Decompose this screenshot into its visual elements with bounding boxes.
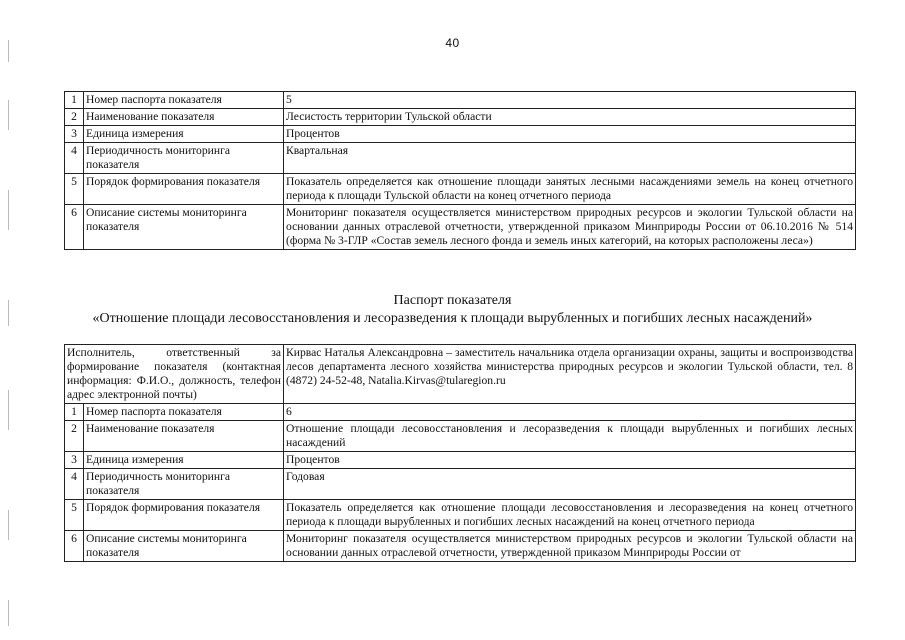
contact-label: Исполнитель, ответственный за формирование показателя (контактная информация: Ф.И.О., должность, телефон адрес электронной почты) (65, 345, 284, 404)
row-value: Процентов (284, 452, 856, 469)
table-row (65, 205, 856, 250)
indicator-passport-table-5 (64, 91, 856, 250)
row-value: 5 (284, 92, 856, 109)
row-label: Номер паспорта показателя (84, 404, 284, 421)
row-number: 5 (65, 500, 84, 531)
table-row (65, 174, 856, 205)
row-value: Мониторинг показателя осуществляется министерством природных ресурсов и экологии Тульской области на основании данных отраслевой отчетности, утвержденной приказом Минприроды России от 06.10.2016 № 514 (форма № 3-ГЛР «Состав земель лесного фонда и земель иных категорий, на которых расположены леса») (284, 205, 856, 250)
table-row (65, 421, 856, 452)
row-number: 6 (65, 531, 84, 562)
row-value: Мониторинг показателя осуществляется министерством природных ресурсов и экологии Тульской области на основании данных отраслевой отчетности, утвержденной приказом Минприроды России от (284, 531, 856, 562)
table-row (65, 404, 856, 421)
row-number: 4 (65, 143, 84, 174)
row-number: 1 (65, 404, 84, 421)
contact-value: Кирвас Наталья Александровна – заместитель начальника отдела организации охраны, защиты и воспроизводства лесов департамента лесного хозяйства министерства природных ресурсов и экологии Тульской области, тел. 8 (4872) 24-52-48, Natalia.Kirvas@tularegion.ru (284, 345, 856, 404)
row-label: Единица измерения (84, 126, 284, 143)
contact-row (65, 345, 856, 404)
row-label: Наименование показателя (84, 109, 284, 126)
table-row (65, 92, 856, 109)
row-number: 2 (65, 421, 84, 452)
row-label: Единица измерения (84, 452, 284, 469)
row-number: 4 (65, 469, 84, 500)
row-value: Лесистость территории Тульской области (284, 109, 856, 126)
row-number: 6 (65, 205, 84, 250)
row-label: Наименование показателя (84, 421, 284, 452)
table-row (65, 500, 856, 531)
margin-marks (8, 40, 9, 630)
table-row (65, 143, 856, 174)
row-label: Порядок формирования показателя (84, 500, 284, 531)
row-value: Отношение площади лесовосстановления и лесоразведения к площади вырубленных и погибших лесных насаждений (284, 421, 856, 452)
row-value: Показатель определяется как отношение площади лесовосстановления и лесоразведения на конец отчетного периода к площади вырубленных и погибших лесных насаждений на конец отчетного периода (284, 500, 856, 531)
page-number: 40 (445, 36, 460, 50)
section-title-line-2: «Отношение площади лесовосстановления и лесоразведения к площади вырубленных и погибших лесных насаждений» (92, 311, 813, 326)
row-number: 1 (65, 92, 84, 109)
table-row (65, 452, 856, 469)
row-value: Показатель определяется как отношение площади занятых лесными насаждениями земель на конец отчетного периода к площади Тульской области на конец отчетного периода (284, 174, 856, 205)
row-label: Номер паспорта показателя (84, 92, 284, 109)
section-title (40, 292, 865, 328)
row-number: 3 (65, 126, 84, 143)
row-number: 3 (65, 452, 84, 469)
table-row (65, 126, 856, 143)
table-row (65, 469, 856, 500)
row-label: Порядок формирования показателя (84, 174, 284, 205)
row-number: 2 (65, 109, 84, 126)
row-value: Процентов (284, 126, 856, 143)
section-title-line-1: Паспорт показателя (393, 293, 512, 308)
row-label: Периодичность мониторинга показателя (84, 469, 284, 500)
table-row (65, 109, 856, 126)
indicator-passport-table-6 (64, 344, 856, 562)
table-row (65, 531, 856, 562)
row-label: Периодичность мониторинга показателя (84, 143, 284, 174)
row-value: Годовая (284, 469, 856, 500)
row-label: Описание системы мониторинга показателя (84, 205, 284, 250)
row-label: Описание системы мониторинга показателя (84, 531, 284, 562)
row-number: 5 (65, 174, 84, 205)
row-value: Квартальная (284, 143, 856, 174)
row-value: 6 (284, 404, 856, 421)
